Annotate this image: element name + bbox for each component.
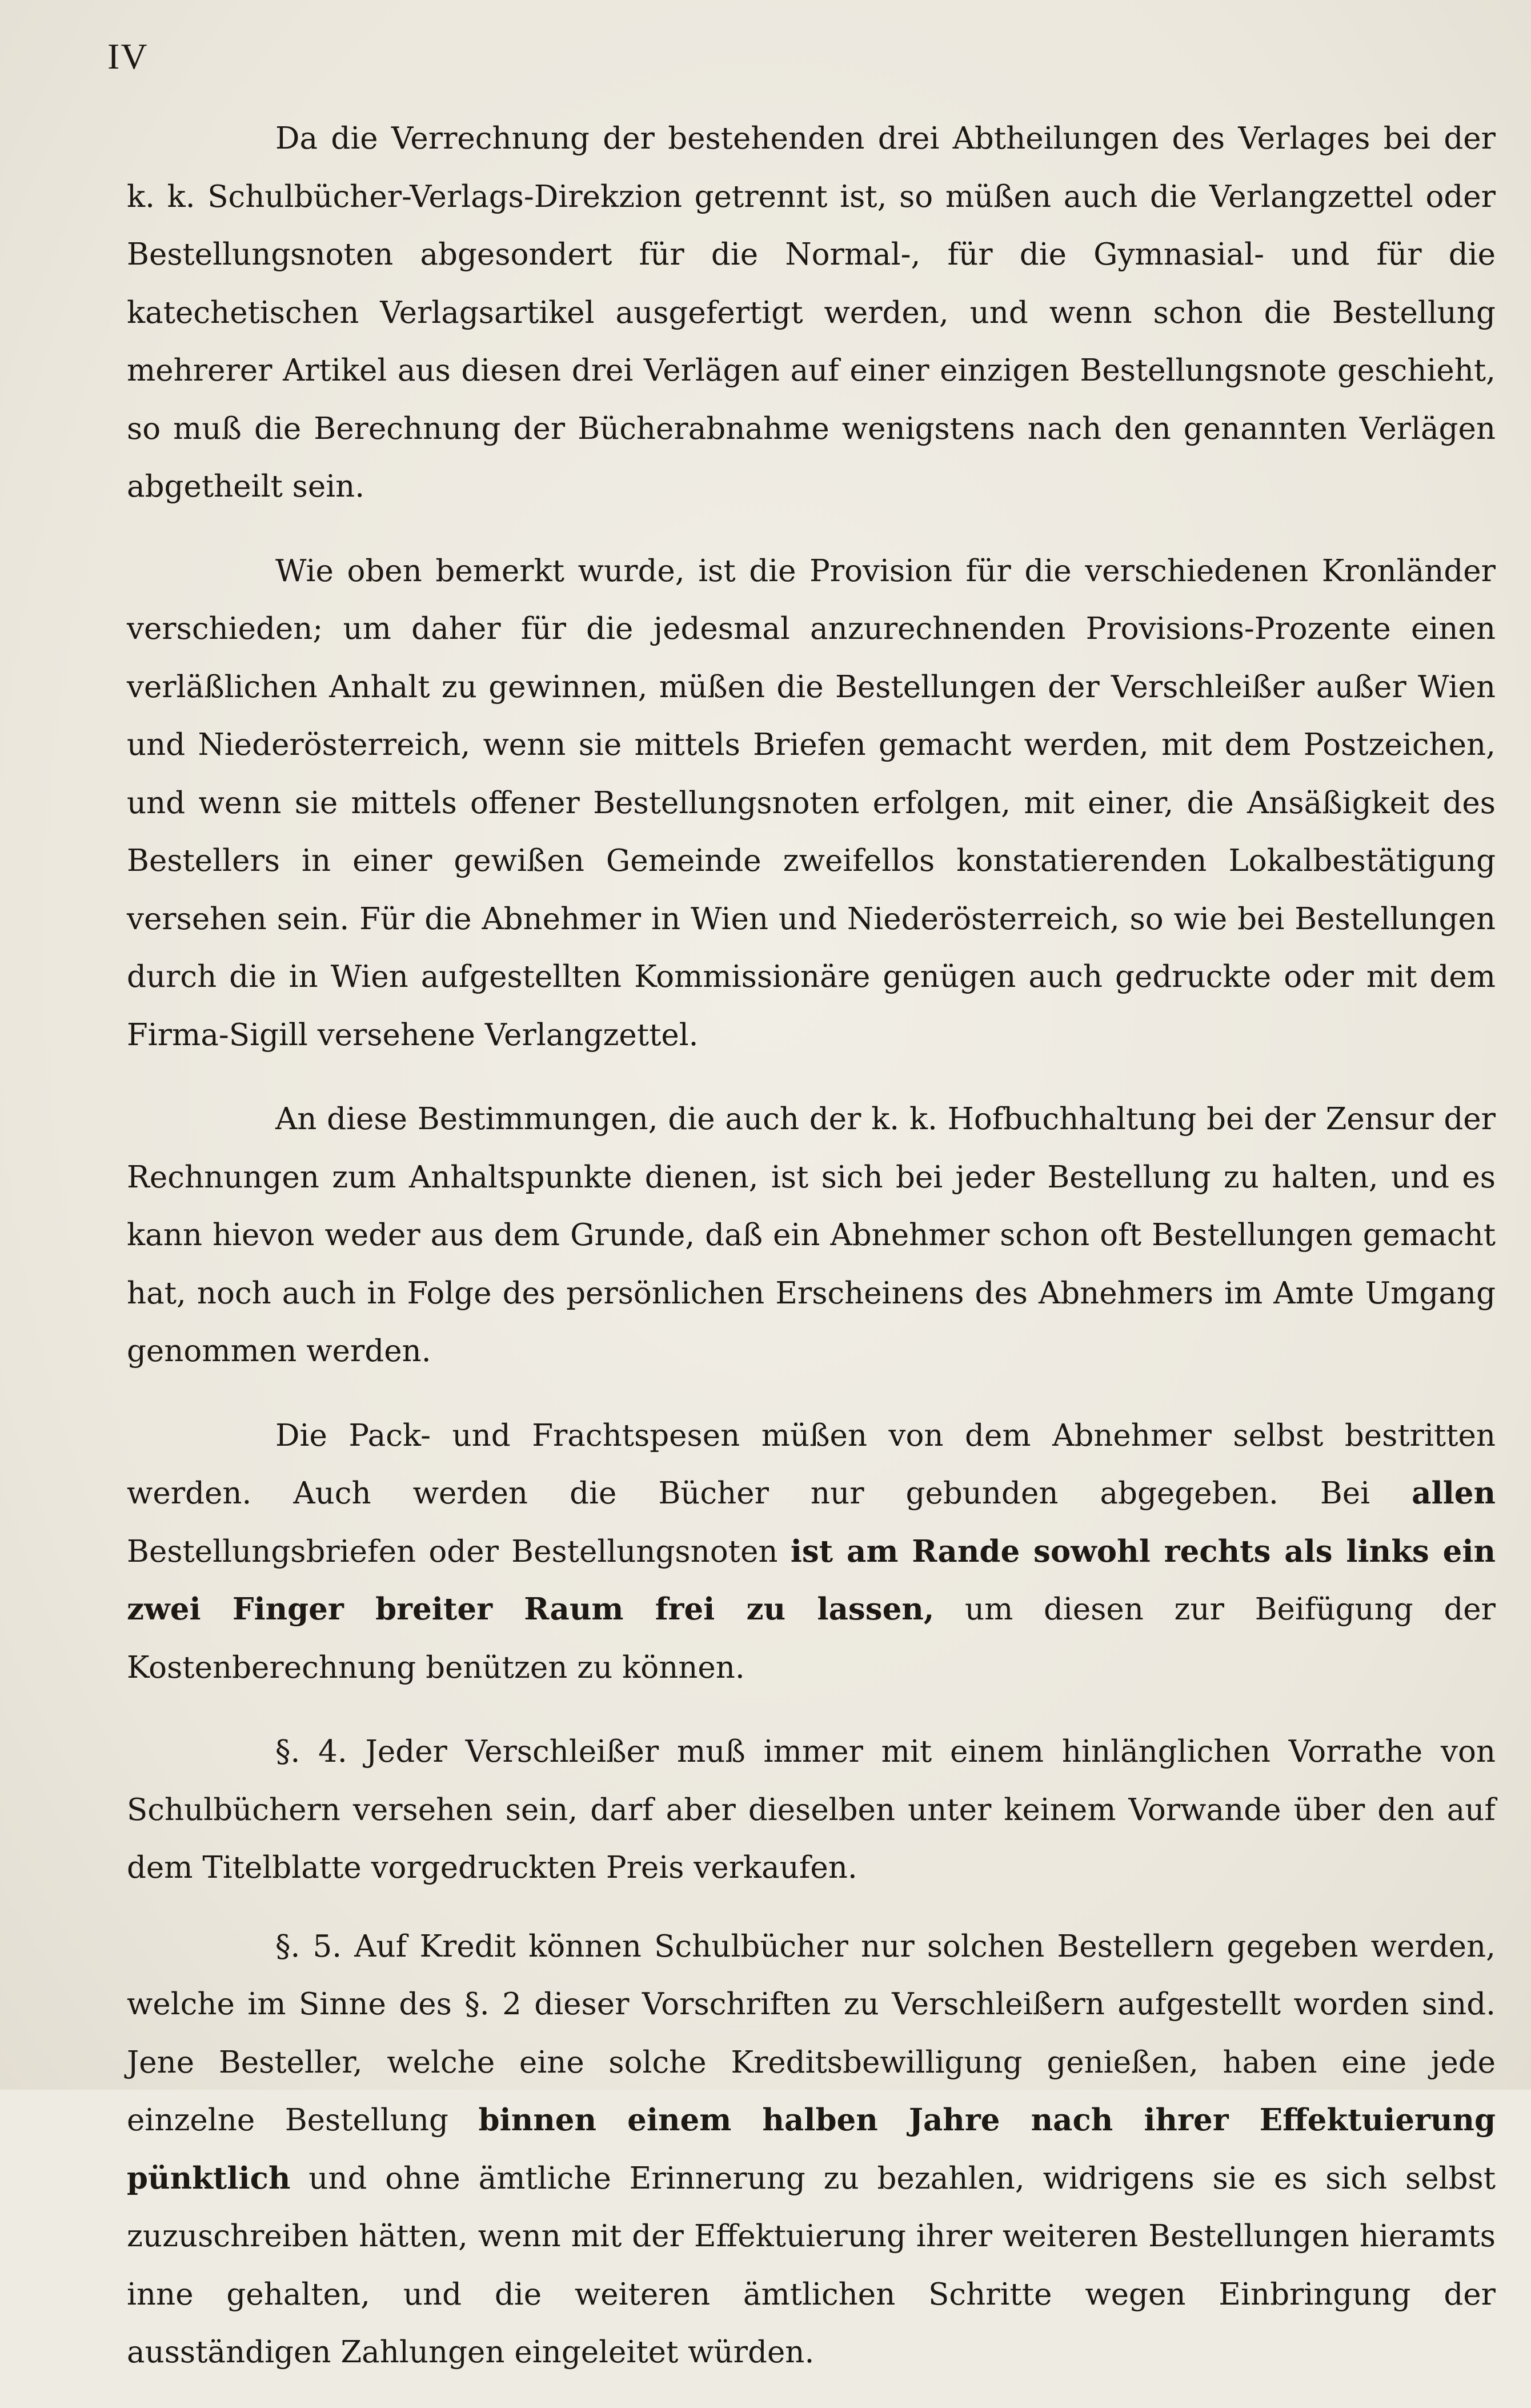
paragraph-section-5 bbox=[127, 1918, 1496, 2382]
paragraph-text: um diesen zur Beifügung der Kostenberechnung benützen zu können. bbox=[127, 1592, 1496, 1685]
paragraph-text: Wie oben bemerkt wurde, ist die Provision für die verschiedenen Kronländer verschieden; um daher für die jedesmal anzurechnenden Provisions-Prozente einen verläßlichen Anhalt zu gewinnen, müßen die Bestellungen der Verschleißer außer Wien und Niederösterreich, wenn sie mittels Briefen gemacht werden, mit dem Postzeichen, und wenn sie mittels offener Bestellungsnoten erfolgen, mit einer, die Ansäßigkeit des Bestellers in einer gewißen Gemeinde zweifellos konstatierenden Lokalbestätigung versehen sein. Für die Abnehmer in Wien und Niederösterreich, so wie bei Bestellungen durch die in Wien aufgestellten Kommissionäre genügen auch gedruckte oder mit dem Firma-Sigill versehene Verlangzettel. bbox=[127, 553, 1496, 1053]
emphasis-text: ist am Rande sowohl rechts als links ein zwei Finger breiter Raum frei zu lassen, bbox=[127, 1533, 1496, 1627]
paragraph-text: und ohne ämtliche Erinnerung zu bezahlen, widrigens sie es sich selbst zuzuschreiben hätten, wenn mit der Effektuierung ihrer weiteren Bestellungen hieramts inne gehalten, und die weiteren ämtlichen Schritte wegen Einbringung der ausständigen Zahlungen eingeleitet würden. bbox=[127, 2161, 1496, 2370]
paragraph-text: Die Pack- und Frachtspesen müßen von dem Abnehmer selbst bestritten werden. Auch werden die Bücher nur gebunden abgegeben. Bei bbox=[127, 1418, 1496, 1511]
paragraph-text: §. 4. Jeder Verschleißer muß immer mit einem hinlänglichen Vorrathe von Schulbüchern versehen sein, darf aber dieselben unter keinem Vorwande über den auf dem Titelblatte vorgedruckten Preis verkaufen. bbox=[127, 1734, 1496, 1885]
paragraph-text: An diese Bestimmungen, die auch der k. k. Hofbuchhaltung bei der Zensur der Rechnungen zum Anhaltspunkte dienen, ist sich bei jeder Bestellung zu halten, und es kann hievon weder aus dem Grunde, daß ein Abnehmer schon oft Bestellungen gemacht hat, noch auch in Folge des persönlichen Erscheinens des Abnehmers im Amte Umgang genommen werden. bbox=[127, 1102, 1496, 1369]
paragraph-spesen bbox=[127, 1407, 1496, 1697]
emphasis-text: binnen einem halben Jahre nach ihrer Effektuierung pünktlich bbox=[127, 2102, 1496, 2196]
paragraph-section-4 bbox=[127, 1723, 1496, 1897]
page-number: IV bbox=[107, 36, 149, 77]
paragraph-provision bbox=[127, 542, 1496, 1065]
paragraph-verrechnung bbox=[127, 110, 1496, 516]
paragraph-bestimmungen bbox=[127, 1090, 1496, 1381]
body-text bbox=[127, 110, 1496, 2408]
paragraph-text: Bestellungsbriefen oder Bestellungsnoten bbox=[127, 1534, 791, 1569]
emphasis-text: allen bbox=[1412, 1475, 1496, 1511]
paragraph-text: Da die Verrechnung der bestehenden drei Abtheilungen des Verlages bei der k. k. Schulbücher-Verlags-Direkzion getrennt ist, so müßen auch die Verlangzettel oder Bestellungsnoten abgesondert für die Normal-, für die Gymnasial- und für die katechetischen Verlagsartikel ausgefertigt werden, und wenn schon die Bestellung mehrerer Artikel aus diesen drei Verlägen auf einer einzigen Bestellungsnote geschieht, so muß die Berechnung der Bücherabnahme wenigstens nach den genannten Verlägen abgetheilt sein. bbox=[127, 121, 1496, 504]
paragraph-text: §. 5. Auf Kredit können Schulbücher nur solchen Bestellern gegeben werden, welche im Sinne des §. 2 dieser Vorschriften zu Verschleißern aufgestellt worden sind. Jene Besteller, welche eine solche Kreditsbewilligung genießen, haben eine jede einzelne Bestellung bbox=[127, 1929, 1496, 2138]
